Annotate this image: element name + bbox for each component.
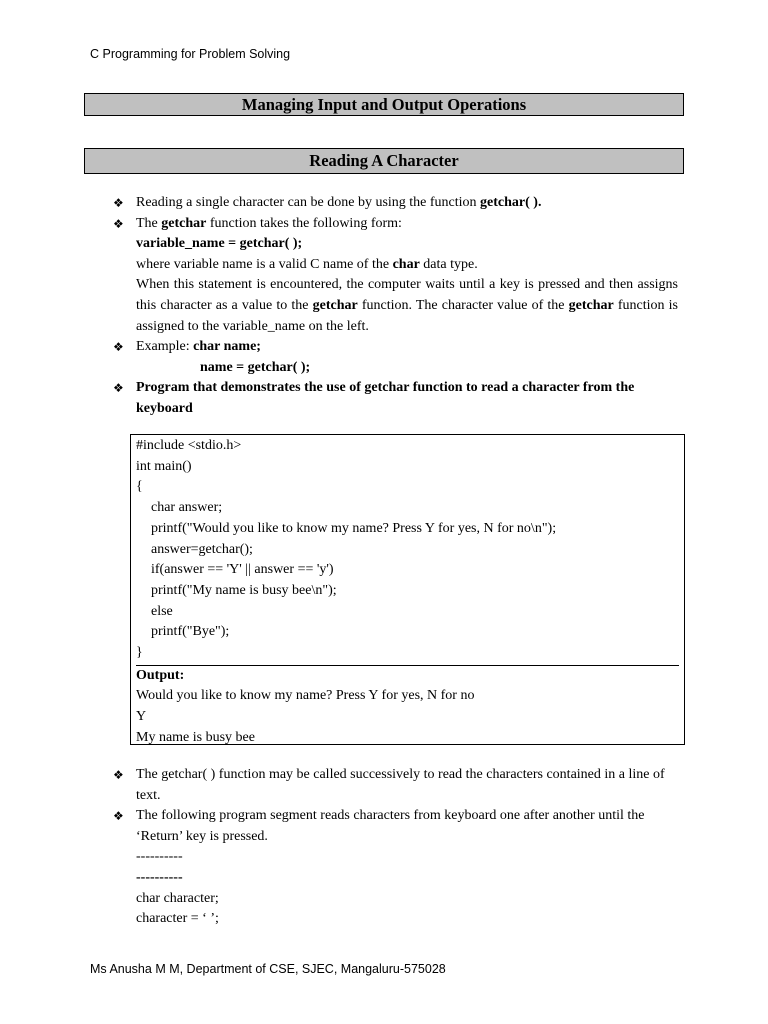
code-line: char answer; xyxy=(151,500,223,516)
diamond-bullet-icon: ❖ xyxy=(113,768,124,782)
example-code-line: char name; xyxy=(193,339,261,355)
page-header: C Programming for Problem Solving xyxy=(90,47,291,61)
diamond-bullet-icon: ❖ xyxy=(113,216,124,231)
bullet-text: Reading a single character can be done by using the function xyxy=(136,195,481,210)
code-example-box xyxy=(130,434,685,745)
diamond-bullet-icon: ❖ xyxy=(113,809,124,824)
output-line: Would you like to know my name? Press Y for yes, N for no xyxy=(136,688,475,704)
code-line: int main() xyxy=(136,458,192,474)
section-title-banner: Reading A Character xyxy=(84,148,684,174)
bullet-item xyxy=(113,214,678,338)
code-line: printf("My name is busy bee\n"); xyxy=(151,582,337,598)
bullet-text: The xyxy=(136,215,162,231)
bullet-item xyxy=(113,337,678,378)
bullet-text: function takes the following form: xyxy=(206,215,402,231)
bullet-item xyxy=(113,806,678,847)
bullet-text: The following program segment reads characters from keyboard one after another until the ‘Return’ key is pressed. xyxy=(136,808,645,844)
output-line: Y xyxy=(136,709,147,725)
code-line: if(answer == 'Y' || answer == 'y') xyxy=(151,562,334,578)
code-line: printf("Bye"); xyxy=(151,624,230,640)
intro-content xyxy=(113,193,678,420)
dash-line: ---------- xyxy=(136,849,183,865)
page-footer: Ms Anusha M M, Department of CSE, SJEC, Mangaluru-575028 xyxy=(90,962,446,976)
code-line: } xyxy=(136,645,143,661)
code-line: #include <stdio.h> xyxy=(136,438,242,453)
bullet-text: where variable name is a valid C name of the xyxy=(136,256,393,272)
bullet-bold-text: getchar xyxy=(161,215,207,231)
diamond-bullet-icon: ❖ xyxy=(113,196,124,210)
code-line: printf("Would you like to know my name? Press Y for yes, N for no\n"); xyxy=(151,520,557,536)
continued-content xyxy=(113,765,678,930)
explanation-paragraph: When this statement is encountered, the computer waits until a key is pressed and then assigns this character as a value to the getchar function. The character value of the getchar function is assigned to the variable_name on the left. xyxy=(136,277,678,334)
bullet-bold-text: Program that demonstrates the use of getchar function to read a character from the keyboard xyxy=(136,380,635,416)
bullet-bold-text: getchar( ). xyxy=(480,195,542,210)
code-line: else xyxy=(151,603,173,619)
syntax-form: variable_name = getchar( ); xyxy=(136,236,303,252)
code-line: char character; xyxy=(136,890,219,906)
bullet-item xyxy=(113,378,678,419)
example-code-line: name = getchar( ); xyxy=(200,359,311,375)
output-label: Output: xyxy=(136,667,185,683)
chapter-title-banner: Managing Input and Output Operations xyxy=(84,93,684,116)
code-line: character = ‘ ’; xyxy=(136,911,219,927)
code-line: { xyxy=(136,479,143,495)
dash-line-bold: ---------- xyxy=(136,869,183,885)
bullet-text: The getchar( ) function may be called successively to read the characters contained in a line of text. xyxy=(136,767,665,803)
code-line: answer=getchar(); xyxy=(151,541,253,557)
bullet-text: data type. xyxy=(419,256,478,272)
output-line: My name is busy bee xyxy=(136,729,255,745)
bullet-item xyxy=(113,193,678,214)
bullet-item xyxy=(113,765,678,806)
diamond-bullet-icon: ❖ xyxy=(113,340,124,355)
bullet-text: Example: xyxy=(136,339,194,355)
diamond-bullet-icon: ❖ xyxy=(113,381,124,396)
bullet-bold-text: char xyxy=(392,256,420,272)
